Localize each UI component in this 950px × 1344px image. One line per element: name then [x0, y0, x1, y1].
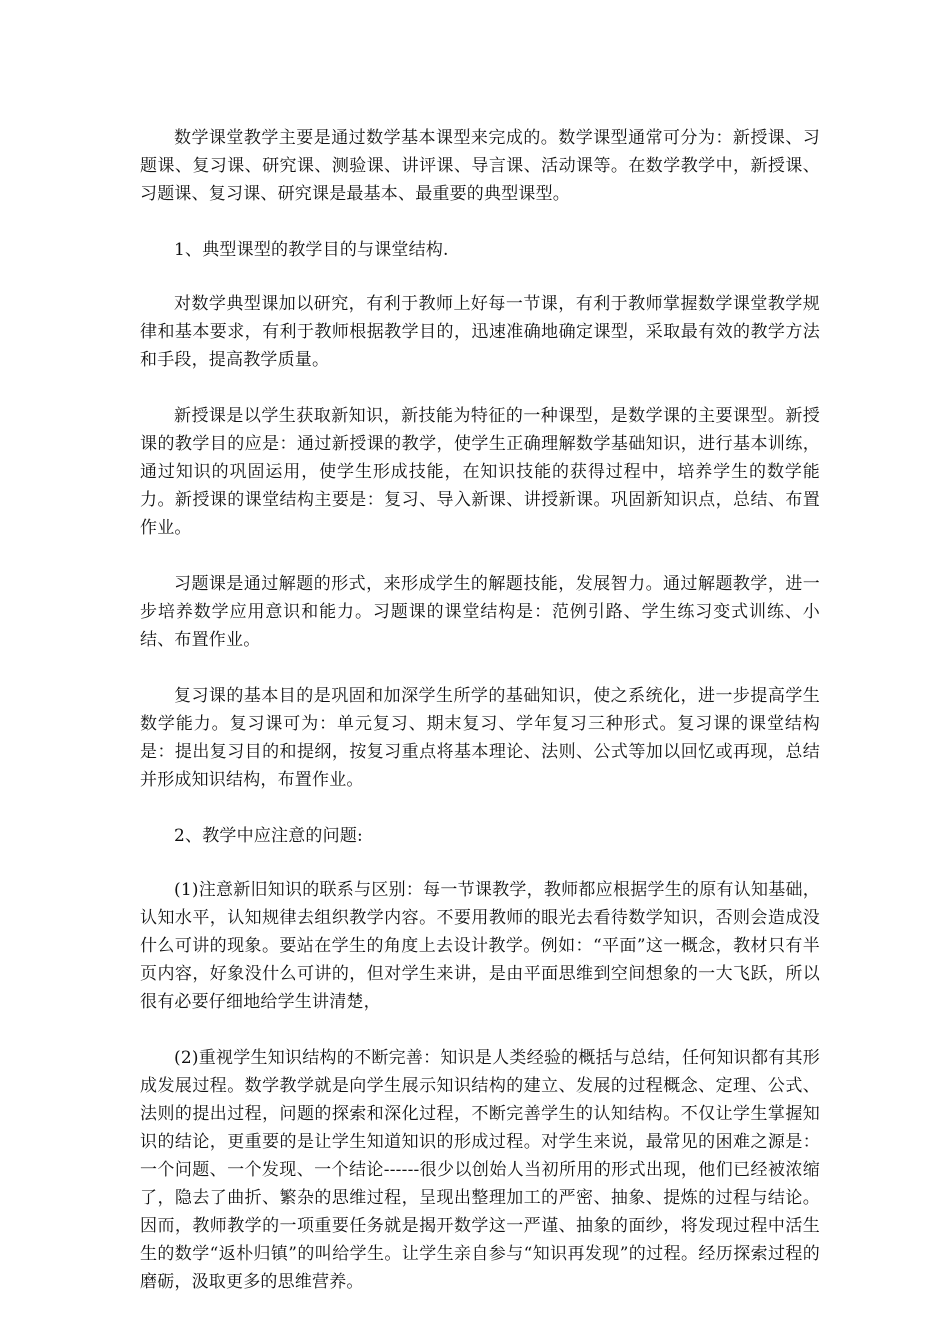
paragraph-point-2: (2)重视学生知识结构的不断完善：知识是人类经验的概括与总结，任何知识都有其形成发展过程。数学教学就是向学生展示知识结构的建立、发展的过程概念、定理、公式、法则的提出过程，问题的探索和深化过程，不断完善学生的认知结构。不仅让学生掌握知识的结论，更重要的是让学生知道知识的形成过程。对学生来说，最常见的困难之源是：一个问题、一个发现、一个结论------很少以创始人当初所用的形式出现，他们已经被浓缩了，隐去了曲折、繁杂的思维过程，呈现出整理加工的严密、抽象、提炼的过程与结论。因而，教师教学的一项重要任务就是揭开数学这一严谨、抽象的面纱，将发现过程中活生生的数学“返朴归镇”的叫给学生。让学生亲自参与“知识再发现”的过程。经历探索过程的磨砺，汲取更多的思维营养。: [140, 1048, 820, 1292]
paragraph-research-value: 对数学典型课加以研究，有利于教师上好每一节课，有利于教师掌握数学课堂教学规律和基本要求，有利于教师根据教学目的，迅速准确地确定课型，采取最有效的教学方法和手段，提高教学质量。: [140, 294, 820, 370]
section-heading-2: 2、教学中应注意的问题:: [174, 826, 363, 846]
paragraph-intro: 数学课堂教学主要是通过数学基本课型来完成的。数学课型通常可分为：新授课、习题课、复习课、研究课、测验课、讲评课、导言课、活动课等。在数学教学中，新授课、习题课、复习课、研究课是最基本、最重要的典型课型。: [140, 128, 820, 204]
paragraph-new-lesson: 新授课是以学生获取新知识，新技能为特征的一种课型，是数学课的主要课型。新授课的教学目的应是：通过新授课的教学，使学生正确理解数学基础知识，进行基本训练，通过知识的巩固运用，使学生形成技能，在知识技能的获得过程中，培养学生的数学能力。新授课的课堂结构主要是：复习、导入新课、讲授新课。巩固新知识点，总结、布置作业。: [140, 406, 820, 538]
paragraph-exercise-lesson: 习题课是通过解题的形式，来形成学生的解题技能，发展智力。通过解题教学，进一步培养数学应用意识和能力。习题课的课堂结构是：范例引路、学生练习变式训练、小结、布置作业。: [140, 574, 820, 650]
document-body: [140, 124, 820, 1324]
paragraph-review-lesson: 复习课的基本目的是巩固和加深学生所学的基础知识，使之系统化，进一步提高学生数学能力。复习课可为：单元复习、期末复习、学年复习三种形式。复习课的课堂结构是：提出复习目的和提纲，按复习重点将基本理论、法则、公式等加以回忆或再现，总结并形成知识结构，布置作业。: [140, 686, 820, 790]
section-heading-1: 1、典型课型的教学目的与课堂结构.: [174, 240, 449, 260]
paragraph-point-1: (1)注意新旧知识的联系与区别：每一节课教学，教师都应根据学生的原有认知基础，认知水平，认知规律去组织教学内容。不要用教师的眼光去看待数学知识，否则会造成没什么可讲的现象。要站在学生的角度上去设计教学。例如：“平面”这一概念，教材只有半页内容，好象没什么可讲的，但对学生来讲，是由平面思维到空间想象的一大飞跃，所以很有必要仔细地给学生讲清楚，: [140, 880, 820, 1012]
